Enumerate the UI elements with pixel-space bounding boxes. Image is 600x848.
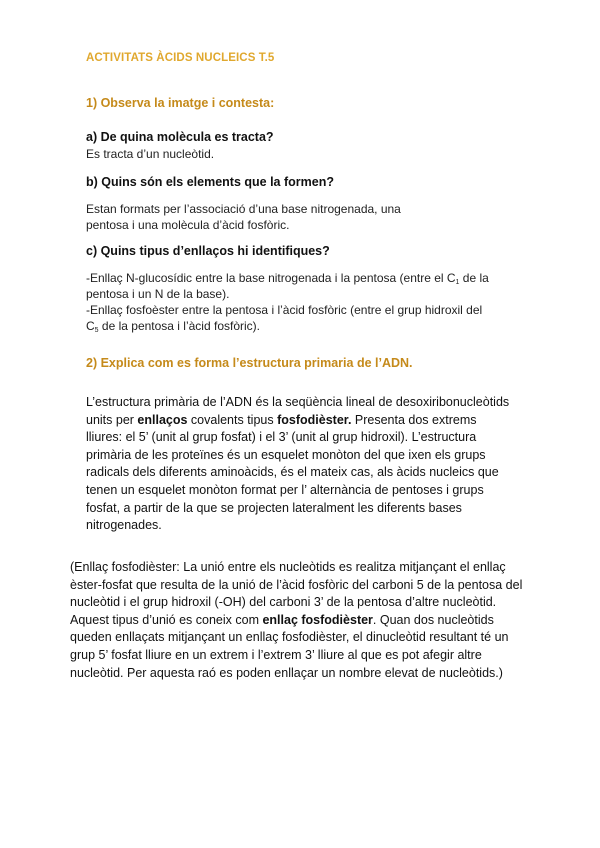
answer-2-text-b: covalents tipus [187,412,278,427]
question-1-heading: 1) Observa la imatge i contesta: [86,96,275,110]
answer-1a: Es tracta d’un nucleòtid. [86,147,215,161]
bold-enllacos: enllaços [137,412,188,427]
answer-2-text-a: L’estructura primària de l’ADN és la seqüència lineal de desoxiribonucleòtids units per [86,395,510,427]
question-2-heading: 2) Explica com es forma l’estructura primaria de l’ADN. [86,356,413,370]
answer-1c-line-1-text: -Enllaç N-glucosídic entre la base nitrogenada i la pentosa (entre el C [86,271,456,285]
note-text-a: (Enllaç fosfodièster: La unió entre els nucleòtids es realitza mitjançant el enllaç èster-fosfat que resulta de la unió de l’àcid fosfòric del carboni 5 de la pentosa del nucleòtid i el grup hidroxil (-OH) del carboni 3’ de la pentosa d’altre nucleòtid. Aquest tipus d’unió es coneix com [70,560,523,627]
answer-1c-line-1-text-end: de la pentosa i un N de la base). [86,271,489,301]
question-1b: b) Quins són els elements que la formen? [86,175,334,189]
question-1a: a) De quina molècula es tracta? [86,130,274,144]
answer-1c-line-2-text-end: de la pentosa i l’àcid fosfòric). [98,318,260,333]
subscript-1: 1 [455,279,460,286]
answer-2-paragraph [86,394,516,535]
note-text-b: . Quan dos nucleòtids queden enllaçats mitjançant un enllaç fosfodièster, el dinucleòtid resultant té un grup 5’ fosfat lliure en un extrem i l’extrem 3’ lliure al que es pot afegir altre nucleòtid. Per aquesta raó es poden enllaçar un nombre elevat de nucleòtids.) [70,612,509,680]
answer-1c-line-2-text: -Enllaç fosfoèster entre la pentosa i l’àcid fosfòric (entre el grup hidroxil del C [86,303,483,333]
document-title: ACTIVITATS ÀCIDS NUCLEICS T.5 [86,52,275,64]
answer-1c-line-1 [86,271,526,302]
question-1c: c) Quins tipus d’enllaços hi identifiques? [86,244,330,258]
bold-enllac-fosfodiester: enllaç fosfodièster [262,612,373,627]
answer-1b: Estan formats per l’associació d’una base nitrogenada, una pentosa i una molècula d’àcid fosfòric. [86,202,401,232]
answer-1c-line-2 [86,303,486,334]
note-paragraph [70,559,530,682]
bold-fosfodiester: fosfodièster. [277,412,352,427]
subscript-5: 5 [94,326,99,334]
answer-2-text-c: Presenta dos extrems lliures: el 5’ (unit al grup fosfat) i el 3’ (unit al grup hidroxil). L’estructura primària de les proteïnes és un esquelet monòton del que ixen els grups radicals dels diferents aminoàcids, és el mateix cas, als àcids nucleics que tenen un esquelet monòton format per l’ alternància de pentoses i grups fosfat, a partir de la que se projecten lateralment les diferents bases nitrogenades. [86,412,499,533]
